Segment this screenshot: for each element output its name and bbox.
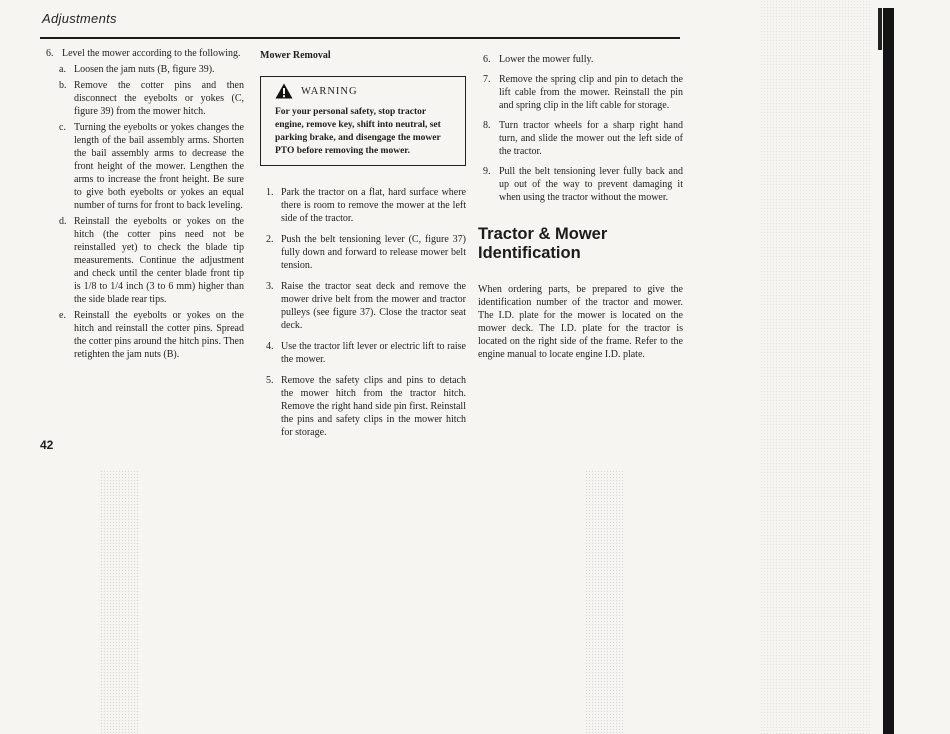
scan-noise-edge <box>760 0 870 734</box>
column-1 <box>46 47 244 364</box>
step-text: Level the mower according to the following. <box>62 48 241 59</box>
step-number: 5. <box>266 375 274 386</box>
step-text: Pull the belt tensioning lever fully back and up out of the way to prevent damaging it when using the tractor without the mower. <box>499 166 683 203</box>
step-number: 8. <box>483 120 491 131</box>
page-header: Adjustments <box>42 11 117 26</box>
step-text: Raise the tractor seat deck and remove the mower drive belt from the mower and tractor pulleys (see figure 37). Close the tractor seat deck. <box>281 281 466 331</box>
step-text: Turn tractor wheels for a sharp right hand turn, and slide the mower out the left side of the tractor. <box>499 120 683 157</box>
warning-text: For your personal safety, stop tractor engine, remove key, shift into neutral, set parking brake, and disengage the mower PTO before removing the mower. <box>275 107 441 156</box>
step-number: 1. <box>266 187 274 198</box>
identification-paragraph: When ordering parts, be prepared to give the identification number of the tractor and mower. The I.D. plate for the mower is located on the mower deck. The I.D. plate for the tractor is located on the right side of the frame. Refer to the engine manual to locate engine I.D. plate. <box>478 284 683 360</box>
warning-label: WARNING <box>301 85 358 97</box>
binding-edge-stub <box>878 8 882 50</box>
section-title-mower-removal: Mower Removal <box>260 50 331 61</box>
step-text: Push the belt tensioning lever (C, figure 37) fully down and forward to release mower belt tension. <box>281 234 466 271</box>
step-text: Remove the spring clip and pin to detach the lift cable from the mower. Reinstall the pin and spring clip in the lift cable for storage. <box>499 74 683 111</box>
step-number: 7. <box>483 74 491 85</box>
substep-text: Reinstall the eyebolts or yokes on the hitch (the cotter pins need not be reinstalled yet) to check the blade tip measurements. Continue the adjustment and check until the center blade front tip is 1/8 to 1/4 inch (3 to 6 mm) higher than the side blade rear tips. <box>74 216 244 305</box>
column-2 <box>260 49 466 447</box>
substep-c <box>46 121 244 212</box>
section-title-identification: Tractor & Mower Identification <box>478 225 608 262</box>
removal-step-1 <box>260 186 466 225</box>
step-number: 3. <box>266 281 274 292</box>
scan-noise-left <box>100 470 140 734</box>
substep-letter: c. <box>59 122 66 133</box>
removal-step-5 <box>260 374 466 439</box>
removal-step-7 <box>478 73 683 112</box>
substep-a <box>46 63 244 76</box>
column-3 <box>478 53 683 361</box>
step-number: 9. <box>483 166 491 177</box>
substep-letter: e. <box>59 310 66 321</box>
header-rule <box>40 37 680 39</box>
substep-d <box>46 215 244 306</box>
step-text: Remove the safety clips and pins to detach the mower hitch from the tractor hitch. Remove the right hand side pin first. Reinstall the pins and safety clips in the mower hitch for storage. <box>281 375 466 438</box>
step-number: 2. <box>266 234 274 245</box>
step-number: 6. <box>46 48 54 59</box>
warning-box <box>260 76 466 166</box>
removal-step-3 <box>260 280 466 332</box>
removal-step-6 <box>478 53 683 66</box>
substep-e <box>46 309 244 361</box>
step-number: 6. <box>483 54 491 65</box>
substep-letter: b. <box>59 80 67 91</box>
page-number: 42 <box>40 438 54 452</box>
removal-step-8 <box>478 119 683 158</box>
removal-step-9 <box>478 165 683 204</box>
substep-b <box>46 79 244 118</box>
substep-letter: a. <box>59 64 66 75</box>
binding-edge <box>883 8 894 734</box>
substep-letter: d. <box>59 216 67 227</box>
substep-text: Turning the eyebolts or yokes changes the length of the bail assembly arms. Shorten the bail assembly arms to decrease the front height of the mower. Lengthen the arms to increase the front height. Be sure to give both eyebolts or yokes an equal number of turns for front to back leveling. <box>74 122 244 211</box>
step-6-level-mower <box>46 47 244 60</box>
substep-text: Reinstall the eyebolts or yokes on the hitch and reinstall the cotter pins. Spread the cotter pins around the hitch pins. Then retighten the jam nuts (B). <box>74 310 244 360</box>
warning-triangle-icon <box>275 83 293 99</box>
step-number: 4. <box>266 341 274 352</box>
substep-text: Loosen the jam nuts (B, figure 39). <box>74 64 215 75</box>
step-text: Lower the mower fully. <box>499 54 594 65</box>
step-text: Park the tractor on a flat, hard surface where there is room to remove the mower at the left side of the tractor. <box>281 187 466 224</box>
substep-text: Remove the cotter pins and then disconnect the eyebolts or yokes (C, figure 39) from the mower hitch. <box>74 80 244 117</box>
scan-noise-right <box>585 470 625 734</box>
removal-step-2 <box>260 233 466 272</box>
step-text: Use the tractor lift lever or electric lift to raise the mower. <box>281 341 466 365</box>
removal-step-4 <box>260 340 466 366</box>
warning-header <box>275 83 453 99</box>
